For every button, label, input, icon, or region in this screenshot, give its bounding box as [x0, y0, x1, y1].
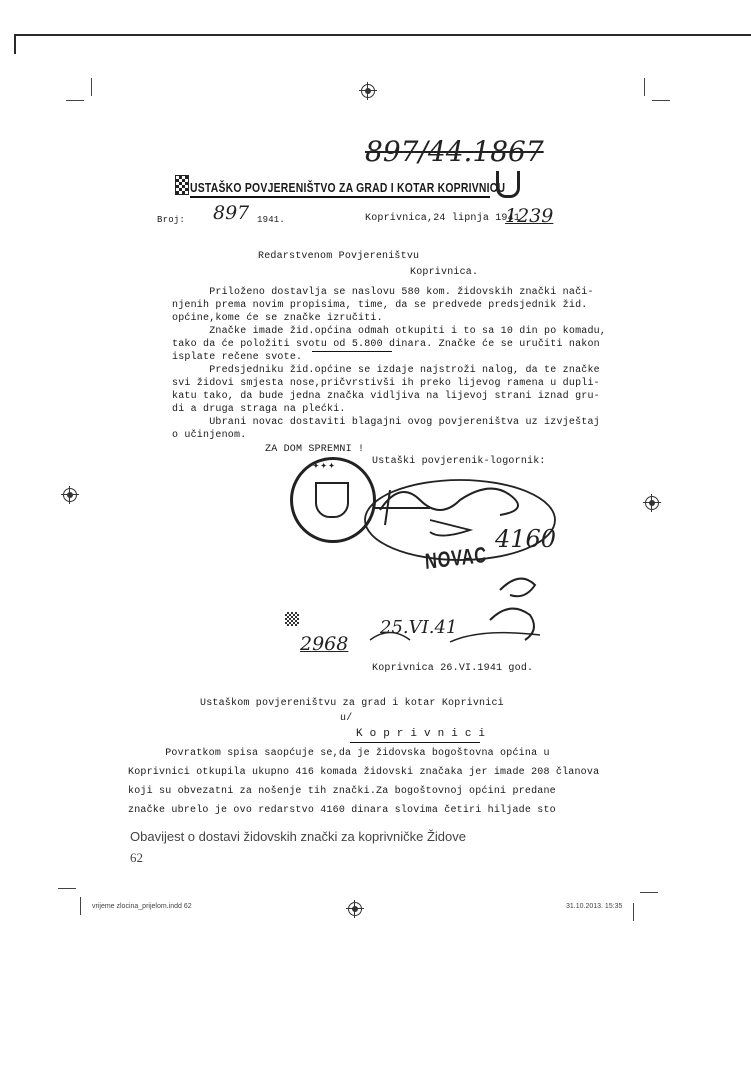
page-number: 62 [130, 850, 143, 865]
crop-mark [80, 897, 81, 915]
recipient-line-2: Koprivnica. [410, 267, 479, 278]
body-line: o učinjenom. [172, 430, 247, 441]
reply-address-2: u/ [340, 713, 353, 724]
handwritten-4160: 4160 [495, 525, 557, 553]
broj-value: 897 [213, 202, 250, 224]
signatory: Ustaški povjerenik-logornik: [372, 456, 546, 467]
crop-mark [640, 892, 658, 893]
body-line: Ubrani novac dostaviti blagajni ovog povjereništva uz izvještaj [172, 417, 600, 428]
figure-caption: Obavijest o dostavi židovskih znački za koprivničke Židove [130, 829, 466, 844]
registration-mark-bottom [348, 902, 362, 916]
handwritten-2968: 2968 [300, 633, 349, 655]
small-stamp-icon [285, 612, 299, 626]
crop-mark [91, 78, 92, 96]
registry-number-handwritten: 897/44.1867 [365, 135, 544, 168]
body-line: Priloženo dostavlja se naslovu 580 kom. židovskih znački nači- [172, 287, 594, 298]
reply-body [128, 744, 599, 820]
stamp-shield-icon [315, 482, 349, 518]
page-top-edge [14, 34, 751, 36]
footer-file: vrijeme zlocina_prijelom.indd 62 [92, 903, 192, 910]
body-line: svi židovi smjesta nose,pričvrstivši ih preko lijevog ramena u dupli- [172, 378, 600, 389]
crop-mark [633, 903, 634, 921]
stamp-text: ✦ ✦ ✦ [313, 463, 335, 470]
broj-year: 1941. [257, 215, 286, 225]
reply-line: Koprivnici otkupila ukupno 416 komada židovski značaka jer imade 208 članova [128, 767, 600, 778]
letter-body [172, 286, 606, 442]
handwritten-number-right: 1239 [505, 205, 554, 227]
crop-mark [644, 78, 645, 96]
body-line: isplate rečene svote. [172, 352, 303, 363]
crop-mark [652, 100, 670, 101]
reply-line: značke ubrelo je ovo redarstvo 4160 dinara slovima četiri hiljade sto [128, 805, 556, 816]
reply-line: Povratkom spisa saopćuje se,da je židovska bogoštovna općina u [128, 748, 550, 759]
greeting: ZA DOM SPREMNI ! [265, 444, 365, 455]
recipient-line-1: Redarstvenom Povjereništvu [258, 251, 420, 262]
ustasha-u-icon [496, 171, 520, 198]
handwritten-date: 25.VI.41 [380, 617, 458, 638]
reply-line: koji su obvezatni za nošenje tih znački.Za bogoštovnoj općini predane [128, 786, 556, 797]
registration-mark-left [63, 488, 77, 502]
sum-underline [312, 351, 392, 352]
body-line: tako da će položiti svotu od 5.800 dinara. Značke će se uručiti nakon [172, 339, 600, 350]
reply-place-date: Koprivnica 26.VI.1941 god. [372, 663, 534, 674]
body-line: katu tako, da bude jedna značka vidljiva na lijevoj strani iznad gru- [172, 391, 600, 402]
body-line: općine,kome će se značke izručiti. [172, 313, 383, 324]
crop-mark [58, 888, 76, 889]
body-line: Predsjedniku žid.općine se izdaje najstroži nalog, da te značke [172, 365, 600, 376]
place-date: Koprivnica,24 lipnja 1941 [365, 213, 521, 224]
reply-city-underline [350, 742, 480, 743]
letterhead-rule [190, 196, 490, 198]
reply-address-1: Ustaškom povjereništvu za grad i kotar Koprivnici [200, 698, 504, 709]
novac-stamp: NOVAC [424, 541, 488, 574]
letterhead-title: USTAŠKO POVJERENIŠTVO ZA GRAD I KOTAR KOPRIVNICU [190, 180, 506, 195]
crop-mark [66, 100, 84, 101]
registration-mark-top [361, 84, 375, 98]
page-left-edge [14, 34, 16, 54]
body-line: Značke imade žid.općina odmah otkupiti i to sa 10 din po komadu, [172, 326, 607, 337]
broj-label: Broj: [157, 215, 186, 225]
reply-city: K o p r i v n i c i [356, 728, 486, 740]
footer-timestamp: 31.10.2013. 15:35 [566, 903, 623, 910]
registration-mark-right [645, 496, 659, 510]
body-line: njenih prema novim propisima, time, da se predvede predsjednik žid. [172, 300, 588, 311]
coat-of-arms-icon [175, 175, 189, 195]
body-line: di a druga straga na plećki. [172, 404, 346, 415]
